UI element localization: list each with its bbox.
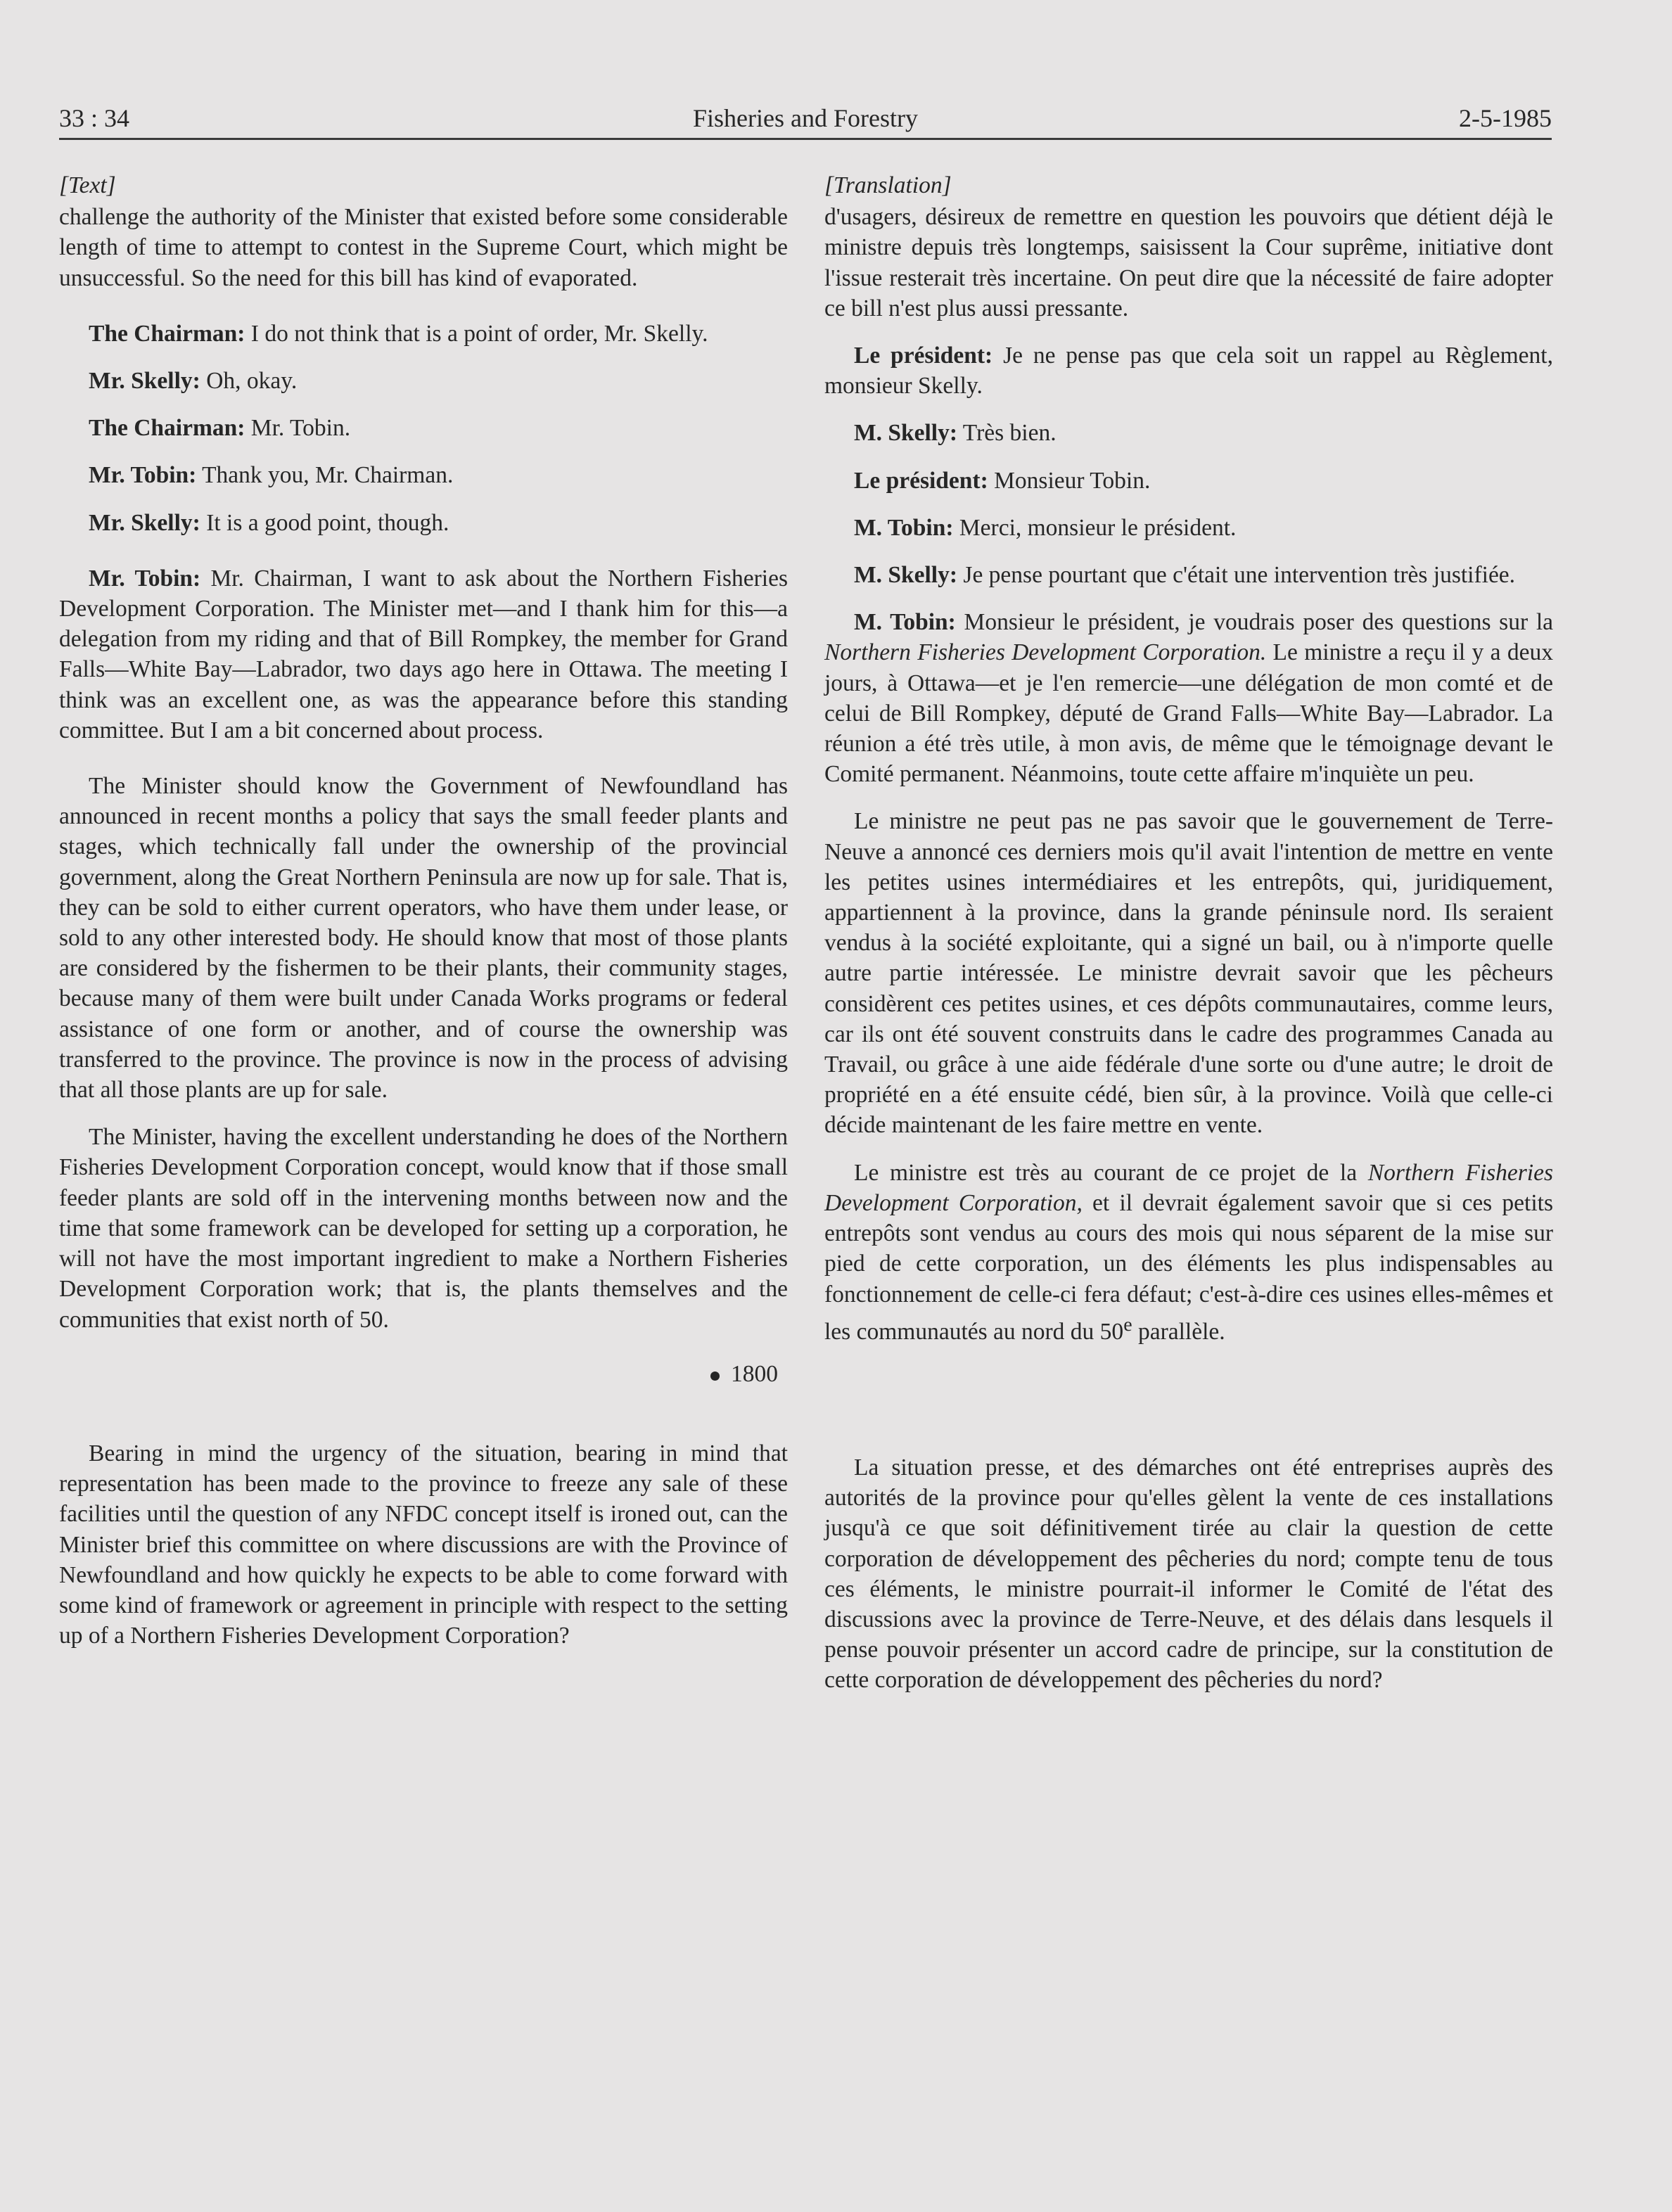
speech <box>59 413 788 443</box>
paragraph-text: et il devrait également savoir que si ces petits entrepôts sont vendus au cours des mois qui nous séparent de la mise sur pied de cette corporation, un des éléments les plus indispensables au fonctionnement de celle-ci fera défaut; c'est-à-dire ces usines elles-mêmes et les communautés au nord du 50 <box>824 1189 1553 1345</box>
paragraph: The Minister, having the excellent understanding he does of the Northern Fisheries Development Corporation concept, would know that if those small feeder plants are sold off in the intervening months between now and the time that some framework can be developed for setting up a corporation, he will not have the most important ingredient to make a Northern Fisheries Development Corporation work; that is, the plants themselves and the communities that exist north of 50. <box>59 1124 788 1333</box>
paragraph: Bearing in mind the urgency of the situation, bearing in mind that representation has been made to the province to freeze any sale of these facilities until the question of any NFDC concept itself is ironed out, can the Minister brief this committee on where discussions are with the Province of Newfoundland and how quickly he expects to be able to come forward with some kind of framework or agreement in principle with respect to the setting up of a Northern Fisheries Development Corporation? <box>59 1440 788 1649</box>
running-title: Fisheries and Forestry <box>693 104 918 132</box>
speech-text: Je ne pense pas que cela soit un rappel au Règlement, monsieur Skelly. <box>824 343 1553 399</box>
paragraph <box>824 1158 1553 1347</box>
superscript: e <box>1123 1313 1132 1336</box>
speaker: M. Tobin: <box>854 514 954 541</box>
speaker: M. Tobin: <box>854 609 956 636</box>
speech-text: It is a good point, though. <box>200 509 449 536</box>
speaker: The Chairman: <box>89 415 245 442</box>
paragraph: La situation presse, et des démarches ont été entreprises auprès des autorités de la province pour qu'elles gèlent la vente de ces installations jusqu'à ce que soit définitivement tirée au clair la question de cette corporation de développement des pêcheries du nord; compte tenu de tous ces éléments, le ministre pourrait-il informer le Comité de l'état des discussions avec la province de Terre-Neuve, et des délais dans lesquels il pense pouvoir présenter un accord cadre de principe, sur la constitution de cette corporation de développement des pêcheries du nord? <box>824 1455 1553 1694</box>
time-label: 1800 <box>731 1360 778 1387</box>
speech <box>59 366 788 396</box>
bullet-icon <box>710 1372 720 1381</box>
paragraph: Le ministre ne peut pas ne pas savoir que le gouvernement de Terre-Neuve a annoncé ces derniers mois qu'il avait l'intention de mettre en vente les petites usines intermédiaires et les entrepôts, qui, juridiquement, appartiennent à la province, dans la grande péninsule nord. Ils seraient vendus à la société exploitante, qui a signé un bail, ou à n'importe quelle autre partie intéressée. Le ministre devrait savoir que les pêcheurs considèrent ces petites usines, et ces dépôts communautaires, comme leurs, car ils ont été souvent construits dans le cadre des programmes Canada au Travail, ou grâce à une aide fédérale d'une sorte ou d'une autre; le droit de propriété en a été ensuite cédé, bien sûr, à la province. Voilà que celle-ci décide maintenant de les faire mettre en vente. <box>824 808 1553 1139</box>
speech-text: Monsieur le président, je voudrais poser des questions sur la <box>955 609 1553 636</box>
speaker: Mr. Tobin: <box>89 462 197 489</box>
page-header <box>59 98 1552 140</box>
paragraph-text: Le ministre est très au courant de ce projet de la <box>854 1159 1368 1186</box>
speaker: Le président: <box>854 343 993 369</box>
speaker: M. Skelly: <box>854 420 958 447</box>
speech <box>59 319 788 349</box>
time-marker <box>59 1359 788 1389</box>
paragraph-text: parallèle. <box>1132 1318 1225 1345</box>
speaker: The Chairman: <box>89 320 245 347</box>
speaker: M. Skelly: <box>854 562 958 589</box>
speech <box>824 340 1553 401</box>
french-column <box>824 170 1553 1713</box>
speech <box>824 560 1553 590</box>
speech <box>824 466 1553 496</box>
speech-text: Monsieur Tobin. <box>988 467 1151 494</box>
speaker: Mr. Skelly: <box>89 509 200 536</box>
speaker: Mr. Tobin: <box>89 565 201 592</box>
paragraph: d'usagers, désireux de remettre en question les pouvoirs que détient déjà le ministre depuis très longtemps, saisissent la Cour suprême, initiative dont l'issue resterait très incertaine. On peut dire que la nécessité de faire adopter ce bill n'est plus aussi pressante. <box>824 204 1553 321</box>
paragraph: challenge the authority of the Minister that existed before some considerable length of time to attempt to contest in the Supreme Court, which might be unsuccessful. So the need for this bill has kind of evaporated. <box>59 204 788 291</box>
speech-text: Merci, monsieur le président. <box>953 514 1237 541</box>
speech-text: Je pense pourtant que c'était une intervention très justifiée. <box>957 562 1516 589</box>
speech-text: Mr. Tobin. <box>245 415 351 442</box>
speech <box>824 513 1553 543</box>
page-number: 33 : 34 <box>59 104 130 132</box>
english-column <box>59 170 788 1668</box>
speech <box>824 418 1553 448</box>
column-label: [Text] <box>59 172 116 198</box>
speech-text: Mr. Chairman, I want to ask about the Northern Fisheries Development Corporation. The Minister met—and I thank him for this—a delegation from my riding and that of Bill Rompkey, the member for Grand Falls—White Bay—Labrador, two days ago here in Ottawa. The meeting I think was an excellent one, as was the appearance before this standing committee. But I am a bit concerned about process. <box>59 565 788 743</box>
speech <box>59 508 788 538</box>
speaker: Le président: <box>854 467 988 494</box>
speech-text: I do not think that is a point of order, Mr. Skelly. <box>245 320 708 347</box>
italic-term: Northern Fisheries Development Corporation. <box>824 639 1267 666</box>
header-date: 2-5-1985 <box>1459 104 1552 132</box>
speech-text: Très bien. <box>957 420 1057 447</box>
speaker: Mr. Skelly: <box>89 368 200 395</box>
speech <box>59 563 788 746</box>
speech <box>59 460 788 490</box>
speech-text: Oh, okay. <box>200 368 298 395</box>
speech-text: Thank you, Mr. Chairman. <box>196 462 454 489</box>
column-label: [Translation] <box>824 172 952 198</box>
paragraph: The Minister should know the Government of Newfoundland has announced in recent months a policy that says the small feeder plants and stages, which technically fall under the ownership of the provincial government, along the Great Northern Peninsula are now up for sale. That is, they can be sold to either current operators, who have them under lease, or sold to any other interested body. He should know that most of those plants are considered by the fishermen to be their plants, their community stages, because many of them were built under Canada Works programs or federal assistance of one form or another, and of course the ownership was transferred to the province. The province is now in the process of advising that all those plants are up for sale. <box>59 773 788 1104</box>
speech <box>824 607 1553 789</box>
speech-text: Le ministre a reçu il y a deux jours, à Ottawa—et je l'en remercie—une délégation de mon comté et de celui de Bill Rompkey, député de Grand Falls—White Bay—Labrador. La réunion a été très utile, à mon avis, de même que le témoignage devant le Comité permanent. Néanmoins, toute cette affaire m'inquiète un peu. <box>824 639 1553 788</box>
italic-term: Northern Fisheries Development Corporation, <box>824 1159 1553 1216</box>
